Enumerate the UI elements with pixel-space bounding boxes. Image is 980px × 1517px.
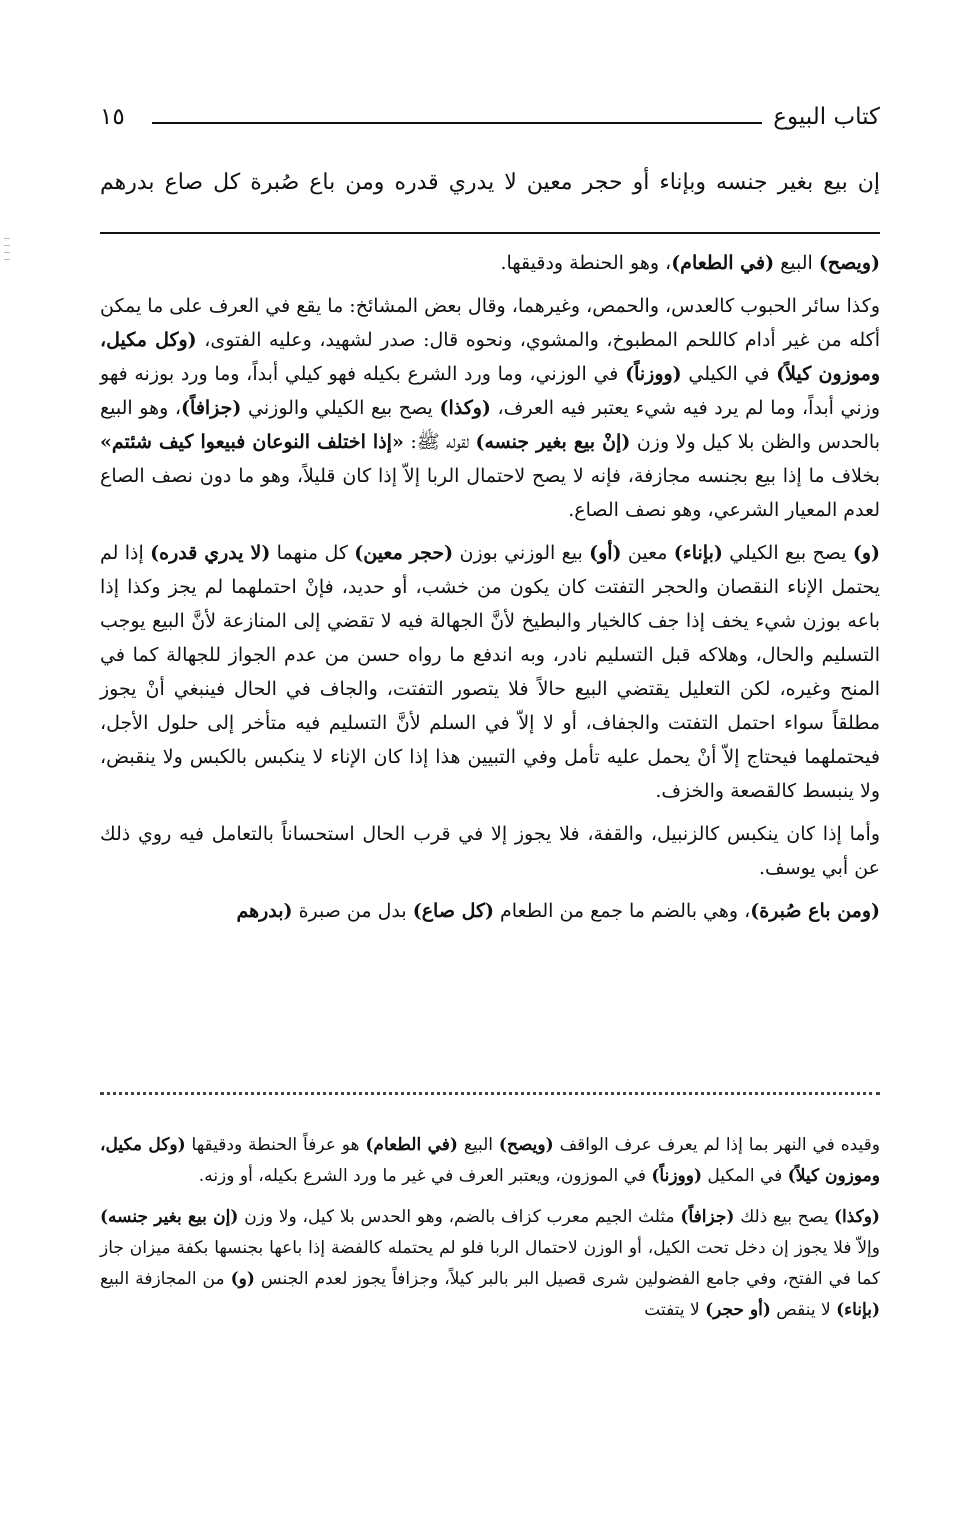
commentary-text: وقيده في النهر بما إذا لم يعرف عرف الواقف	[553, 1135, 880, 1155]
commentary-text: من المجازفة البيع	[100, 1269, 231, 1289]
commentary-text: يصح بيع ذلك	[734, 1207, 834, 1227]
matn-quote: (ويصح)	[818, 252, 880, 274]
commentary-text: وكذا سائر الحبوب كالعدس، والحمص، وغيرهما، وقال بعض المشائخ: ما يقع في العرف على ما يمكن أكله من غير أدام كاللحم المطبوخ، والمشوي، ونحوه قال: صدر لشهيد، وعليه الفتوى،	[100, 295, 880, 351]
matn-quote: «إذا اختلف النوعان فبيعوا كيف شئتم»	[100, 431, 404, 453]
sharh-commentary	[100, 246, 880, 937]
matn-quote: (بدرهم	[236, 900, 293, 922]
commentary-text: البيع	[774, 252, 819, 274]
commentary-text: ، وهي بالضم ما جمع من الطعام	[494, 900, 751, 922]
matn-quote: (وكذا)	[439, 397, 491, 419]
matn-quote: (ووزناً)	[625, 363, 682, 385]
matn-quote: (وكذا)	[833, 1207, 880, 1227]
commentary-text: ، وهو الحنطة ودقيقها.	[500, 252, 672, 274]
matn-quote: (وكل مكيل، وموزون كيلاً)	[100, 1135, 880, 1186]
commentary-text: كل منهما	[270, 542, 355, 564]
matn-quote: (ووزناً)	[651, 1166, 703, 1186]
matn-quote: (إنْ بيع بغير جنسه)	[475, 431, 631, 453]
commentary-text: في الكيلي	[681, 363, 777, 385]
matn-separator-rule	[100, 232, 880, 234]
matn-quote: (أو)	[589, 542, 622, 564]
dotted-separator	[100, 1092, 880, 1105]
hashiya-paragraph	[100, 1130, 880, 1192]
header-rule	[152, 122, 762, 124]
commentary-text: يصح بيع الكيلي	[722, 542, 853, 564]
matn-quote: (ويصح)	[498, 1135, 554, 1155]
matn-quote: (كل صاع)	[412, 900, 494, 922]
commentary-text: ، وهو البيع بالحدس والظن بلا كيل ولا وزن	[100, 397, 880, 453]
hashiya-paragraph	[100, 1202, 880, 1326]
commentary-text: وأما إذا كان ينكبس كالزنبيل، والقفة، فلا يجوز إلا في قرب الحال استحساناً بالتعامل فيه روي ذلك عن أبي يوسف.	[100, 823, 880, 879]
matn-quote: (جزافاً)	[680, 1207, 735, 1227]
commentary-text: بخلاف ما إذا بيع بجنسه مجازفة، فإنه لا يصح لاحتمال الربا إلاّ إذا كان قليلاً، وهو ما دون نصف الصاع لعدم المعيار الشرعي، وهو نصف الصاع.	[100, 465, 880, 521]
commentary-text: في المكيل	[702, 1166, 788, 1186]
sharh-paragraph	[100, 536, 880, 808]
running-header	[100, 100, 880, 134]
matn-quote: (أو حجر)	[705, 1300, 771, 1320]
commentary-text: البيع	[457, 1135, 499, 1155]
hashiya-footnotes	[100, 1130, 880, 1336]
commentary-text: لا ينقص	[770, 1300, 837, 1320]
matn-quote: (و)	[852, 542, 880, 564]
sharh-paragraph	[100, 894, 880, 928]
commentary-text: بيع الوزني بوزن	[453, 542, 590, 564]
chapter-title: كتاب البيوع	[773, 104, 880, 130]
matn-quote: (في الطعام)	[365, 1135, 458, 1155]
commentary-text: في الوزني، وما ورد الشرع بكيله فهو كيلي أبداً، وما ورد بوزنه فهو وزني أبداً، وما لم يرد فيه شيء يعتبر فيه العرف،	[100, 363, 881, 419]
commentary-text: معين	[621, 542, 674, 564]
sharh-paragraph	[100, 246, 880, 280]
matn-quote: (و)	[230, 1269, 255, 1289]
matn-quote: (إن بيع بغير جنسه)	[100, 1207, 239, 1227]
matn-quote: (في الطعام)	[671, 252, 775, 274]
commentary-text: وإلاّ فلا يجوز إن دخل تحت الكيل، أو الوزن لاحتمال الربا فلو لم يحتمله كالفضة إذا باعها بجنسها بكفة ميزان جاز كما في الفتح، وفي جامع الفضولين شرى قصيل البر بالبر كيلاً، وجزافاً يجوز لعدم الجنس	[100, 1238, 880, 1289]
commentary-text: لقوله ﷺ:	[403, 431, 476, 453]
commentary-text: إذا لم يحتمل الإناء النقصان والحجر التفتت كان يكون من خشب، أو حديد، فإنْ احتملهما لم يجز وكذا إذا باعه بوزن شيء يخف إذا جف كالخيار والبطيخ لأنَّ الجهالة فيه لا تقضي إلى المنازعة لأنَّ البيع يوجب التسليم والحال، وهلاكه قبل التسليم نادر، وبه اندفع ما رواه حسن من عدم الجواز للجهالة كما في المنح وغيره، لكن التعليل يقتضي البيع حالاً فلا يتصور التفتت، والجاف في الحال فينبغي أنْ يجوز مطلقاً سواء احتمل التفتت والجفاف، أو لا إلاّ في السلم لأنَّ التسليم فيه متأخر إلى حلول الأجل، فيحتملهما فيحتاج إلاّ أنْ يحمل عليه تأمل وفي التبيين هذا إذا كان الإناء لا ينكبس بالكبس ولا ينقبض، ولا ينبسط كالقصعة والخزف.	[100, 542, 880, 802]
commentary-text: بدل من صبرة	[292, 900, 413, 922]
sharh-paragraph	[100, 817, 880, 885]
commentary-text: هو عرفاً الحنطة ودقيقها	[185, 1135, 366, 1155]
matn-quote: (بإناء)	[673, 542, 723, 564]
sharh-paragraph	[100, 289, 880, 527]
matn-quote: (جزافاً)	[181, 397, 242, 419]
margin-tick-marks	[4, 232, 10, 272]
commentary-text: مثلث الجيم معرب كزاف بالضم، وهو الحدس بلا كيل، ولا وزن	[238, 1207, 681, 1227]
matn-quote: (لا يدري قدره)	[150, 542, 271, 564]
matn-quote: (وكل مكيل، وموزون كيلاً)	[100, 329, 880, 385]
commentary-text: يصح بيع الكيلي والوزني	[241, 397, 440, 419]
page-number: ١٥	[100, 104, 125, 130]
matn-quote: (حجر معين)	[354, 542, 454, 564]
matn-quote: (ومن باع صُبرة)	[750, 900, 880, 922]
matn-text: إن بيع بغير جنسه وبإناء أو حجر معين لا يدري قدره ومن باع صُبرة كل صاع بدرهم	[100, 170, 880, 195]
commentary-text: لا يتفتت	[644, 1300, 706, 1320]
commentary-text: في الموزون، ويعتبر العرف في غير ما ورد الشرع بكيله، أو وزنه.	[198, 1166, 652, 1186]
matn-quote: (بإناء)	[836, 1300, 880, 1320]
